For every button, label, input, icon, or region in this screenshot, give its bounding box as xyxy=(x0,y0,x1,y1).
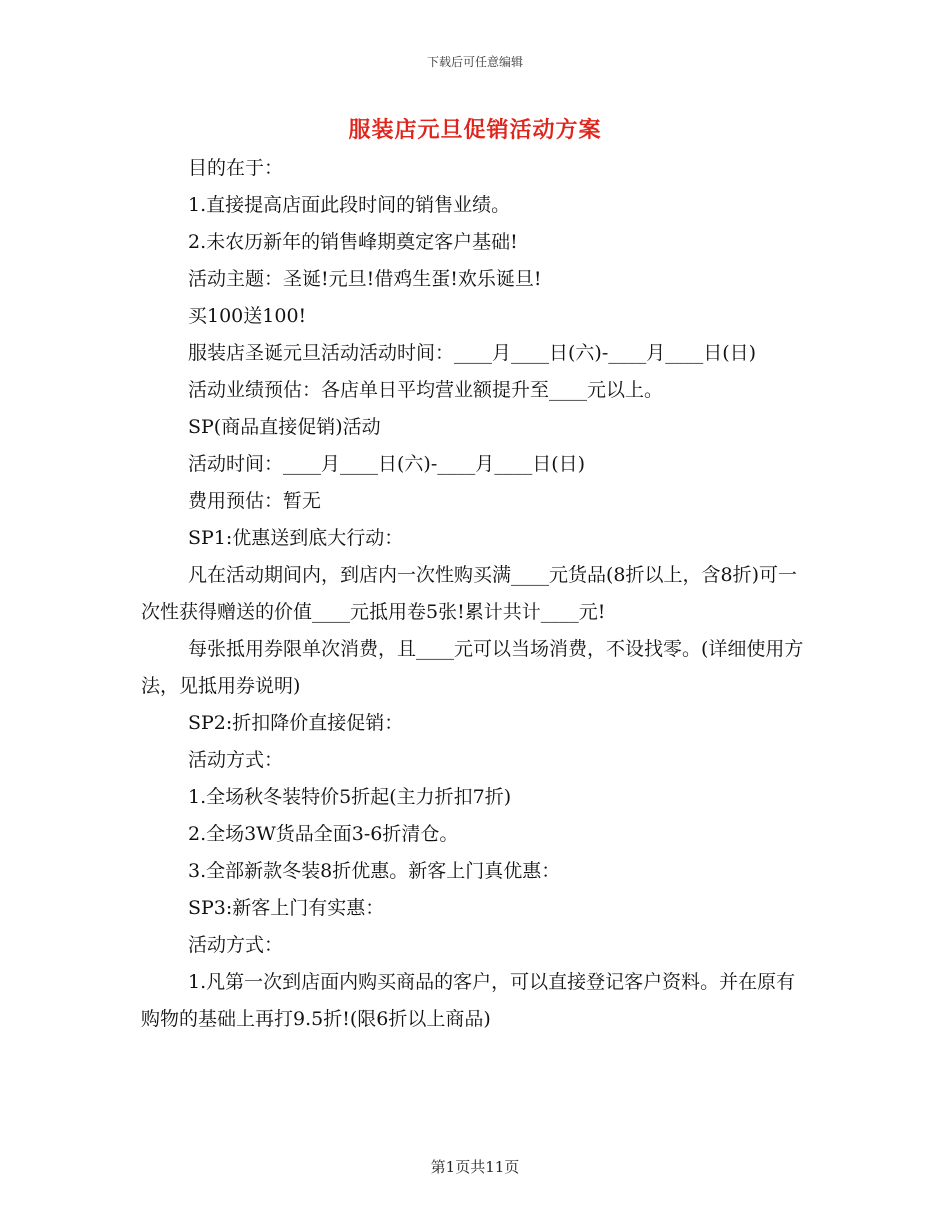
paragraph: 买100送100! xyxy=(188,305,307,327)
paragraph: SP1:优惠送到底大行动： xyxy=(188,527,404,549)
paragraph: 活动方式： xyxy=(188,749,284,771)
paragraph: 目的在于： xyxy=(188,157,284,179)
paragraph: 费用预估：暂无 xyxy=(188,490,322,512)
paragraph: 服装店圣诞元旦活动活动时间：____月____日(六)-____月____日(日) xyxy=(188,342,757,364)
document-body xyxy=(141,150,811,1038)
paragraph: 凡在活动期间内，到店内一次性购买满____元货品(8折以上，含8折)可一次性获得赠送的价值____元抵用卷5张!累计共计____元! xyxy=(141,564,798,623)
paragraph: 活动时间：____月____日(六)-____月____日(日) xyxy=(188,453,586,475)
document-title: 服装店元旦促销活动方案 xyxy=(348,117,602,143)
paragraph: SP(商品直接促销)活动 xyxy=(188,416,381,438)
paragraph: 3.全部新款冬装8折优惠。新客上门真优惠： xyxy=(188,860,561,882)
paragraph: 1.直接提高店面此段时间的销售业绩。 xyxy=(188,194,511,216)
paragraph: 每张抵用券限单次消费，且____元可以当场消费，不设找零。(详细使用方法，见抵用券说明) xyxy=(141,638,804,697)
paragraph: 2.未农历新年的销售峰期奠定客户基础! xyxy=(188,231,518,253)
page-footer: 第1页共11页 xyxy=(430,1158,520,1176)
paragraph: 活动业绩预估：各店单日平均营业额提升至____元以上。 xyxy=(188,379,664,401)
paragraph: 1.凡第一次到店面内购买商品的客户，可以直接登记客户资料。并在原有购物的基础上再打9.5折!(限6折以上商品) xyxy=(141,971,796,1030)
paragraph: 活动主题：圣诞!元旦!借鸡生蛋!欢乐诞旦! xyxy=(188,268,542,290)
paragraph: SP3:新客上门有实惠： xyxy=(188,897,385,919)
paragraph: 1.全场秋冬装特价5折起(主力折扣7折) xyxy=(188,786,512,808)
paragraph: SP2:折扣降价直接促销： xyxy=(188,712,404,734)
paragraph: 2.全场3W货品全面3-6折清仓。 xyxy=(188,823,459,845)
page-header: 下载后可任意编辑 xyxy=(426,55,523,69)
paragraph: 活动方式： xyxy=(188,934,284,956)
